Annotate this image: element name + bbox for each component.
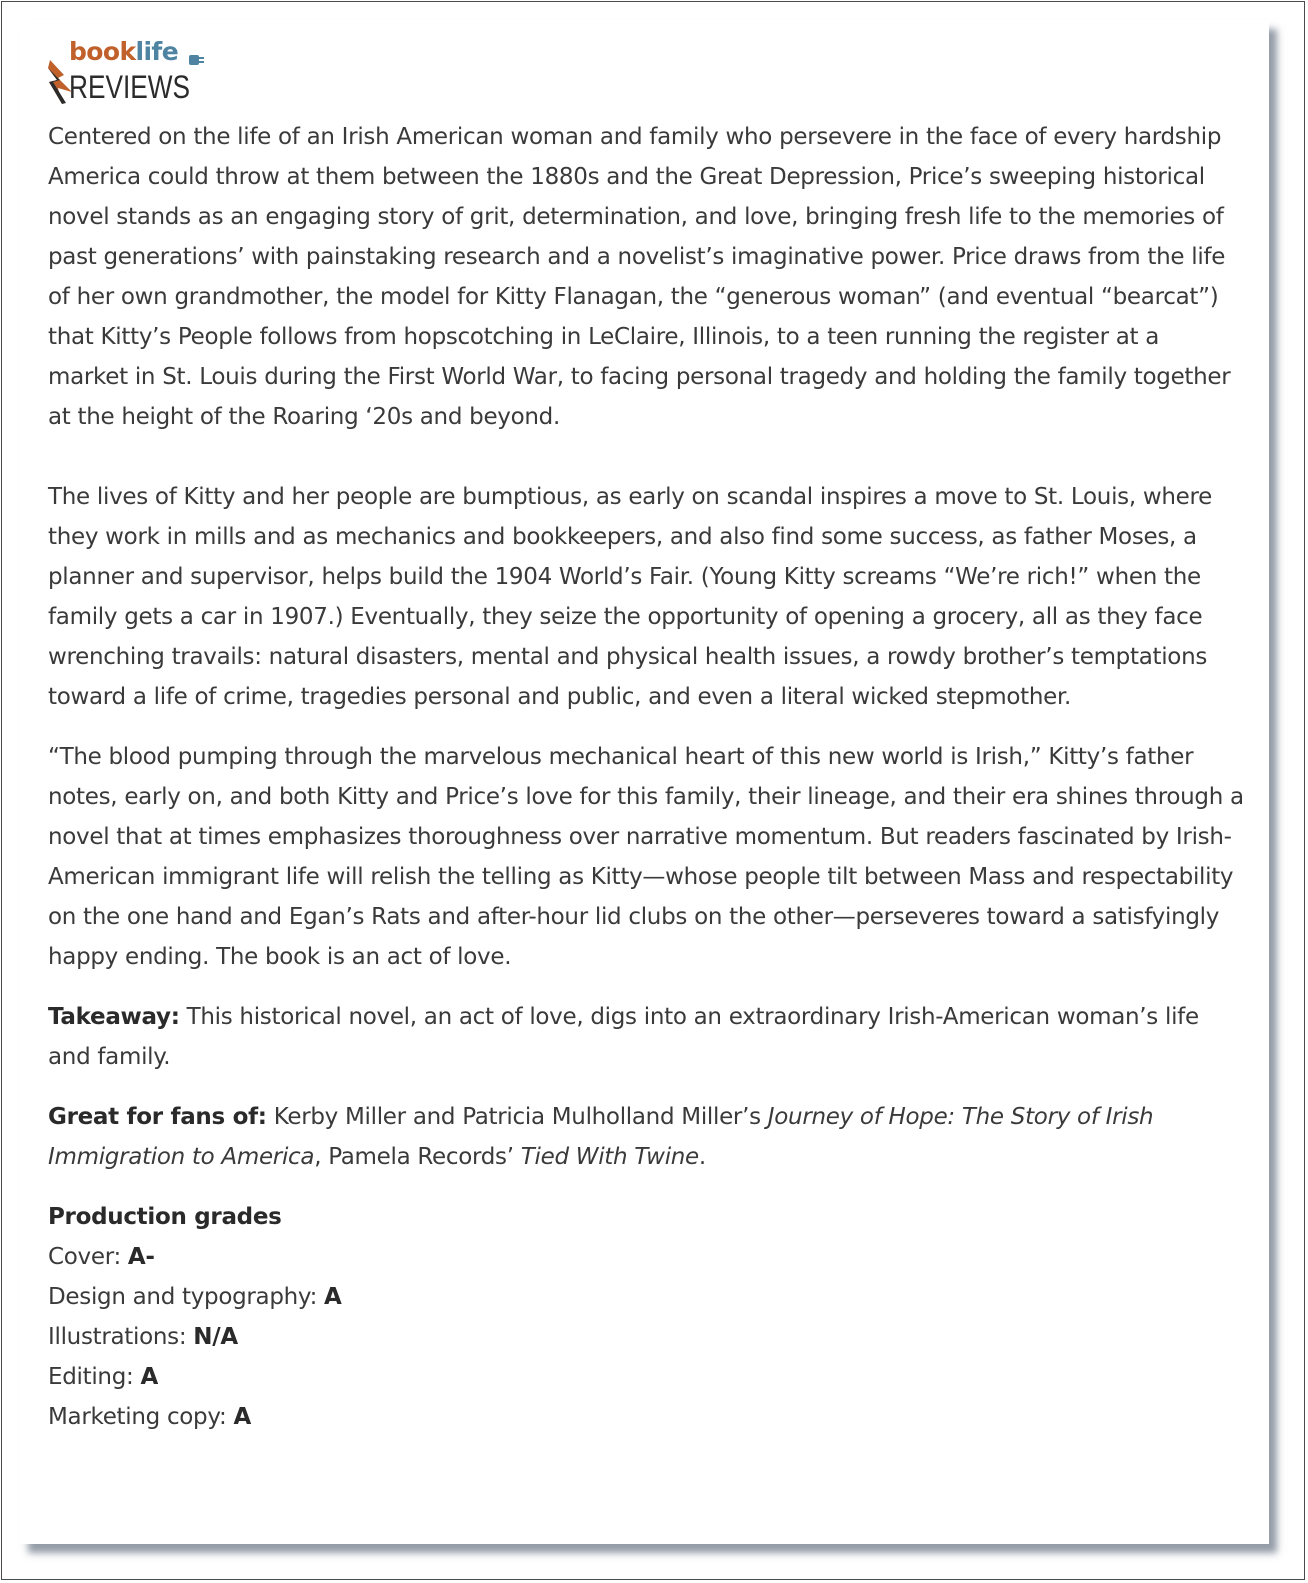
grade-row-design [48,1277,1244,1317]
grade-row-editing [48,1357,1244,1397]
grade-label: Cover: [48,1244,128,1270]
fans-text-end: . [698,1144,706,1170]
production-grades [48,1197,1244,1437]
booklife-reviews-logo [48,37,218,113]
grades-heading-text: Production grades [48,1204,282,1230]
takeaway [48,997,1244,1077]
review-paragraph-1: Centered on the life of an Irish American woman and family who persevere in the face of every hardship America could throw at them between the 1880s and the Great Depression, Price’s sweeping historical novel stands as an engaging story of grit, determination, and love, bringing fresh life to the memories of past generations’ with painstaking research and a novelist’s imaginative power. Price draws from the life of her own grandmother, the model for Kitty Flanagan, the “generous woman” (and eventual “bearcat”) that Kitty’s People follows from hopscotching in LeClaire, Illinois, to a teen running the register at a market in St. Louis during the First World War, to facing personal tragedy and holding the family together at the height of the Roaring ‘20s and beyond. [48,124,1231,430]
grades-heading [48,1197,1244,1237]
review-paragraph-2: The lives of Kitty and her people are bumptious, as early on scandal inspires a move to St. Louis, where they work in mills and as mechanics and bookkeepers, and also find some success, as father Moses, a planner and supervisor, helps build the 1904 World’s Fair. (Young Kitty screams “We’re rich!” when the family gets a car in 1907.) Eventually, they seize the opportunity of opening a grocery, all as they face wrenching travails: natural disasters, mental and physical health issues, a rowdy brother’s temptations toward a life of crime, tragedies personal and public, and even a literal wicked stepmother. [48,484,1213,710]
page-frame [1,1,1305,1580]
logo-book-text: book [69,37,136,66]
grade-row-cover [48,1237,1244,1277]
fans-label: Great for fans of: [48,1104,267,1130]
logo-wordmark [69,35,178,69]
grade-value: A [233,1404,251,1430]
grade-value: A [140,1364,158,1390]
grade-label: Editing: [48,1364,141,1390]
fans-text-2: , Pamela Records’ [314,1144,521,1170]
plug-icon [189,55,204,65]
fans-book-title-1: Journey of Hope: The Story of Irish Immigration to America [48,1104,1154,1170]
review-body [48,117,1244,1437]
takeaway-text: This historical novel, an act of love, digs into an extraordinary Irish-American woman’s life and family. [48,1004,1199,1070]
fans-text-1: Kerby Miller and Patricia Mulholland Miller’s [266,1104,768,1130]
review-card [20,20,1269,1544]
grade-value: N/A [193,1324,238,1350]
grade-label: Illustrations: [48,1324,194,1350]
grade-value: A [324,1284,342,1310]
fans-book-title-2: Tied With Twine [520,1144,699,1170]
great-for-fans [48,1097,1244,1177]
grade-value: A- [127,1244,155,1270]
grade-label: Design and typography: [48,1284,325,1310]
review-paragraph-3: “The blood pumping through the marvelous mechanical heart of this new world is Irish,” Kitty’s father notes, early on, and both Kitty and Price’s love for this family, their lineage, and their era shines through a novel that at times emphasizes thoroughness over narrative momentum. But readers fascinated by Irish-American immigrant life will relish the telling as Kitty—whose people tilt between Mass and respectability on the one hand and Egan’s Rats and after-hour lid clubs on the other—perseveres toward a satisfyingly happy ending. The book is an act of love. [48,744,1244,970]
logo-life-text: life [135,37,179,66]
grade-row-illustrations [48,1317,1244,1357]
takeaway-label: Takeaway: [48,1004,180,1030]
grade-row-marketing [48,1397,1244,1437]
grade-label: Marketing copy: [48,1404,234,1430]
logo-reviews-text: REVIEWS [69,69,191,105]
